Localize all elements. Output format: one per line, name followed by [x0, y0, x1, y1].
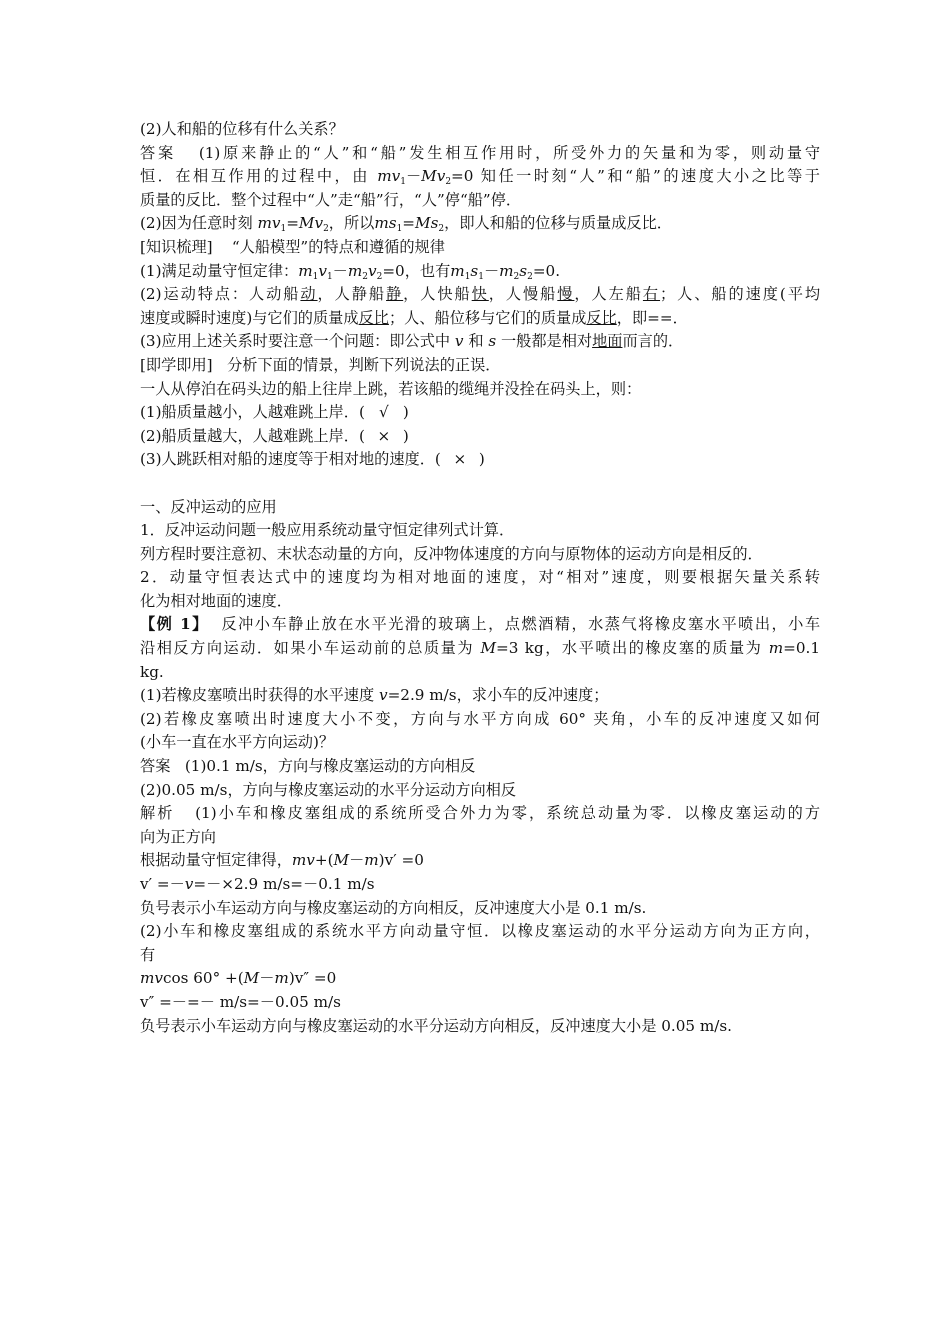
formula: $m_1v_1-m_2v_2=0$ — [298, 261, 405, 282]
answer-1-line-3: 质量的反比．整个过程中“人”走“船”行，“人”停“船”停． — [140, 190, 522, 209]
example-question-2-line-2: (小车一直在水平方向运动)？ — [140, 733, 335, 752]
formula: $ms_1=Ms_2$ — [374, 214, 445, 235]
example-answer-2: (2)0.05 m/s，方向与橡皮塞运动的水平分运动方向相反 — [140, 780, 517, 799]
answer-label: 答案 — [140, 143, 176, 162]
answer-2: (2)因为任意时刻 $mv_1=Mv_2$，所以$ms_1=Ms_2$，即人和船的位移与质量成反比． — [140, 214, 672, 235]
example-line-1: 【例 1】 反冲小车静止放在水平光滑的玻璃上，点燃酒精，水蒸气将橡皮塞水平喷出，小车 — [140, 615, 821, 634]
solution-result-1: 负号表示小车运动方向与橡皮塞运动的方向相反，反冲速度大小是 0.1 m/s. — [140, 898, 647, 917]
question-2: (2)人和船的位移有什么关系？ — [140, 120, 344, 138]
formula: $mv_1-Mv_2$ — [377, 167, 452, 188]
solution-label: 解析 — [140, 804, 175, 823]
solution-1-line-1: 解析 (1)小车和橡皮塞组成的系统所受合外力为零，系统总动量为零．以橡皮塞运动的方 — [140, 804, 821, 823]
solution-equation-3: mvcos 60° +(M－m)v″ =0 — [140, 969, 337, 988]
formula: $mv_1=Mv_2$ — [257, 214, 329, 235]
solution-2-line-2: 有 — [140, 945, 156, 964]
solution-equation-1: 根据动量守恒定律得，mv+(M－m)v′ =0 — [140, 851, 424, 870]
cross-mark: × — [453, 450, 467, 469]
document-page — [140, 118, 820, 1038]
solution-equation-2: v′ =－v=－×2.9 m/s=－0.1 m/s — [140, 875, 375, 893]
practice-heading: [即学即用] 分析下面的情景，判断下列说法的正误． — [140, 355, 501, 374]
paragraph-3-line-1: 2．动量守恒表达式中的速度均为相对地面的速度，对“相对”速度，则要根据矢量关系转 — [140, 568, 820, 587]
answer-1-line-1: 答案 (1)原来静止的“人”和“船”发生相互作用时，所受外力的矢量和为零，则动量守 — [140, 143, 821, 162]
formula: mv+(M－m) — [291, 851, 385, 870]
practice-item-2: (2)船质量越大，人越难跳上岸．( × ) — [140, 425, 820, 449]
spacer — [140, 472, 820, 496]
knowledge-point-2-line-2: 速度或瞬时速度)与它们的质量成反比；人、船位移与它们的质量成反比，即==． — [140, 308, 688, 327]
solution-result-2: 负号表示小车运动方向与橡皮塞运动的水平分运动方向相反，反冲速度大小是 0.05 m/s. — [140, 1016, 732, 1035]
section-title: 一、反冲运动的应用 — [140, 497, 277, 516]
practice-scene: 一人从停泊在码头边的船上往岸上跳，若该船的缆绳并没拴在码头上，则： — [140, 379, 642, 398]
check-mark: √ — [379, 403, 389, 422]
knowledge-point-1: (1)满足动量守恒定律：$m_1v_1-m_2v_2=0$，也有$m_1s_1-m_2s_2=0$. — [140, 261, 561, 282]
knowledge-heading: [知识梳理] “人船模型”的特点和遵循的规律 — [140, 237, 445, 256]
example-question-1: (1)若橡皮塞喷出时获得的水平速度 v=2.9 m/s，求小车的反冲速度； — [140, 686, 609, 705]
example-line-2: 沿相反方向运动．如果小车运动前的总质量为 M=3 kg，水平喷出的橡皮塞的质量为 m=0.1 — [140, 639, 821, 658]
paragraph-2: 列方程时要注意初、末状态动量的方向，反冲物体速度的方向与原物体的运动方向是相反的． — [140, 544, 763, 563]
example-line-3: kg. — [140, 662, 164, 681]
solution-1-line-2: 向为正方向 — [140, 827, 216, 846]
example-answer-1: 答案 (1)0.1 m/s，方向与橡皮塞运动的方向相反 — [140, 757, 476, 776]
practice-item-1: (1)船质量越小，人越难跳上岸．( √ ) — [140, 401, 820, 425]
formula: $m_1s_1-m_2s_2=0$. — [450, 261, 561, 282]
solution-2-line-1: (2)小车和橡皮塞组成的系统水平方向动量守恒．以橡皮塞运动的水平分运动方向为正方向， — [140, 922, 820, 941]
paragraph-1: 1．反冲运动问题一般应用系统动量守恒定律列式计算． — [140, 521, 515, 540]
solution-equation-4: v″ =－=－ m/s=－0.05 m/s — [140, 992, 341, 1011]
example-tag: 【例 1】 — [140, 615, 209, 634]
practice-item-3: (3)人跳跃相对船的速度等于相对地的速度．( × ) — [140, 448, 820, 472]
example-question-2-line-1: (2)若橡皮塞喷出时速度大小不变，方向与水平方向成 60° 夹角，小车的反冲速度又如何 — [140, 709, 820, 728]
knowledge-point-3: (3)应用上述关系时要注意一个问题：即公式中 v 和 s 一般都是相对地面而言的． — [140, 332, 684, 351]
knowledge-point-2-line-1: (2)运动特点：人动船动，人静船静，人快船快，人慢船慢，人左船右；人、船的速度(平均 — [140, 285, 821, 304]
cross-mark: × — [377, 426, 391, 445]
answer-1-line-2: 恒．在相互作用的过程中，由 $mv_1-Mv_2=0$ 知任一时刻“人”和“船”的速度大小之比等于 — [140, 167, 820, 188]
paragraph-3-line-2: 化为相对地面的速度． — [140, 591, 292, 610]
